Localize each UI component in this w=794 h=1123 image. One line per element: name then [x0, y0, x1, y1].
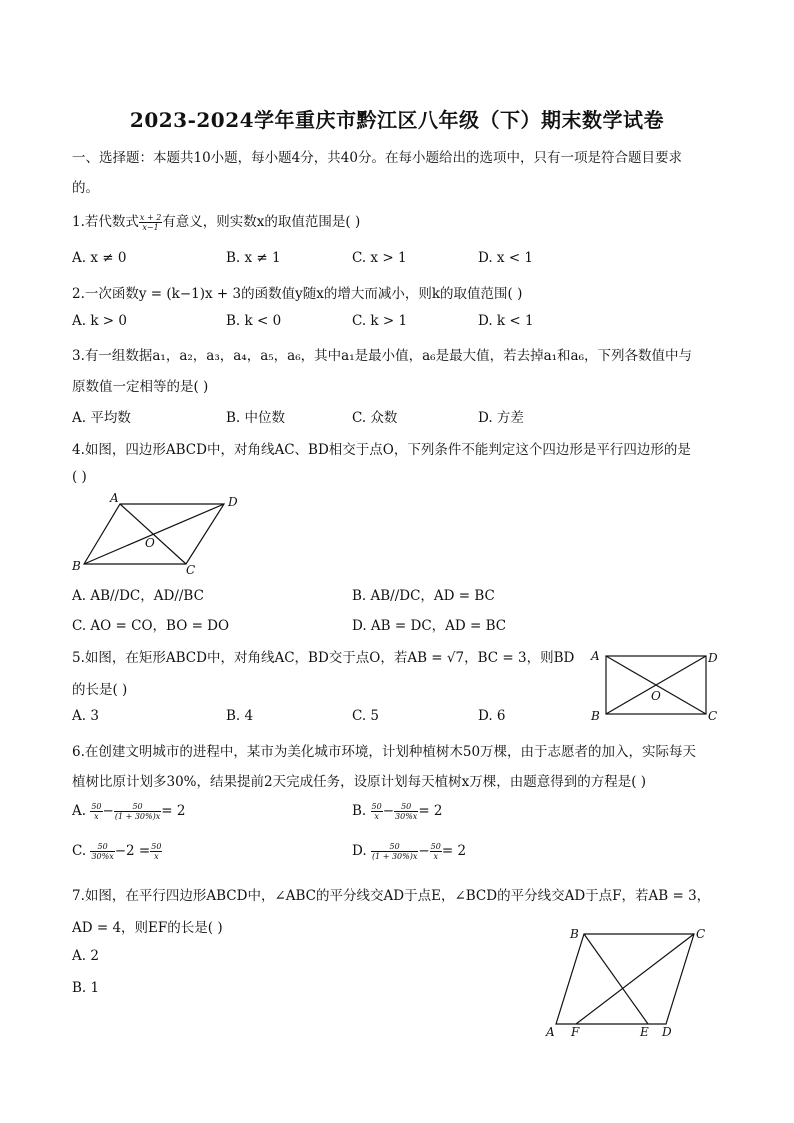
- numerator: 50: [371, 802, 382, 811]
- question-6-option-a[interactable]: [72, 802, 185, 821]
- fraction: [90, 842, 114, 861]
- question-4-stem-line1: 4.如图，四边形ABCD中，对角线AC、BD相交于点O，下列条件不能判定这个四边形是平行四边形的是: [72, 442, 691, 458]
- denominator: 30%x: [91, 852, 114, 861]
- question-4-label-b: B: [72, 559, 81, 573]
- numerator: 50: [430, 842, 441, 851]
- operator: −: [418, 843, 430, 859]
- question-3-option-c[interactable]: C. 众数: [352, 410, 398, 426]
- question-4-figure: [68, 490, 248, 576]
- question-5-stem-line1: 5.如图，在矩形ABCD中，对角线AC，BD交于点O，若AB = √7，BC = 3，则BD: [72, 650, 575, 666]
- section-instructions-line2: 的。: [72, 180, 99, 196]
- fraction: [150, 842, 162, 861]
- question-7-parallelogram: [556, 934, 694, 1024]
- question-7-label-d: D: [662, 1025, 672, 1039]
- question-7-label-e: E: [640, 1025, 649, 1039]
- question-1-option-a[interactable]: A. x ≠ 0: [72, 250, 127, 266]
- question-7-option-b[interactable]: B. 1: [72, 980, 100, 996]
- question-1-fraction: [139, 213, 162, 232]
- fraction: [394, 802, 418, 821]
- question-5-option-a[interactable]: A. 3: [72, 708, 99, 724]
- question-5-option-c[interactable]: C. 5: [352, 708, 380, 724]
- question-3-option-a[interactable]: A. 平均数: [72, 410, 131, 426]
- denominator: x: [433, 852, 439, 861]
- question-5-option-b[interactable]: B. 4: [226, 708, 254, 724]
- question-2-option-c[interactable]: C. k > 1: [352, 313, 408, 329]
- question-5-label-b: B: [591, 709, 600, 723]
- option-label: C.: [72, 843, 87, 859]
- question-6-stem-line1: 6.在创建文明城市的进程中，某市为美化城市环境，计划种植树木50万棵，由于志愿者的加入，实际每天: [72, 744, 697, 760]
- question-5-stem-line2: 的长是( ): [72, 682, 128, 698]
- fraction: [90, 802, 102, 821]
- question-3-option-b[interactable]: B. 中位数: [226, 410, 286, 426]
- option-label: A.: [72, 803, 87, 819]
- numerator: 50: [90, 842, 114, 852]
- question-4-label-a: A: [110, 491, 119, 505]
- question-5-label-c: C: [708, 709, 718, 723]
- section-instructions-line1: 一、选择题：本题共10小题，每小题4分，共40分。在每小题给出的选项中，只有一项是符合题目要求: [72, 150, 682, 166]
- question-1-stem: [72, 210, 360, 232]
- denominator: x: [374, 812, 379, 821]
- question-4-label-d: D: [228, 495, 238, 509]
- question-6-stem-line2: 植树比原计划多30%，结果提前2天完成任务，设原计划每天植树x万棵，由题意得到的方程是( ): [72, 774, 647, 790]
- question-7-label-f: F: [571, 1025, 580, 1039]
- fraction: [371, 842, 418, 861]
- option-label: D.: [352, 843, 367, 859]
- question-7-stem-line2: AD = 4，则EF的长是( ): [72, 920, 223, 936]
- question-6-option-c[interactable]: [72, 842, 162, 861]
- right-hand-side: = 2: [418, 803, 443, 819]
- question-4-stem-line2: ( ): [72, 469, 87, 485]
- question-4-label-o: O: [145, 536, 155, 550]
- question-4-option-c[interactable]: C. AO = CO，BO = DO: [72, 618, 230, 634]
- question-3-stem-line2: 原数值一定相等的是( ): [72, 379, 209, 395]
- question-1-option-d[interactable]: D. x < 1: [478, 250, 534, 266]
- question-7-label-a: A: [546, 1025, 555, 1039]
- question-3-option-d[interactable]: D. 方差: [478, 410, 524, 426]
- fraction: [371, 802, 383, 821]
- question-5-label-o: O: [651, 689, 661, 703]
- numerator: 50: [371, 842, 418, 852]
- question-6-option-d[interactable]: [352, 842, 466, 861]
- question-1-option-b[interactable]: B. x ≠ 1: [226, 250, 281, 266]
- fraction: [114, 802, 161, 821]
- denominator: (1 + 30%)x: [114, 812, 161, 821]
- question-7-label-c: C: [696, 927, 706, 941]
- question-2-option-a[interactable]: A. k > 0: [72, 313, 127, 329]
- question-1-fraction-denominator: x−1: [142, 223, 159, 232]
- question-5-figure: [586, 644, 722, 726]
- numerator: 50: [394, 802, 418, 812]
- numerator: 50: [151, 842, 162, 851]
- denominator: 30%x: [395, 812, 418, 821]
- right-hand-side: = 2: [161, 803, 186, 819]
- question-3-stem-line1: 3.有一组数据a₁，a₂，a₃，a₄，a₅，a₆，其中a₁是最小值，a₆是最大值，若去掉a₁和a₆，下列各数值中与: [72, 348, 692, 364]
- question-7-figure: [540, 922, 720, 1044]
- question-1-option-c[interactable]: C. x > 1: [352, 250, 407, 266]
- numerator: 50: [114, 802, 161, 812]
- question-4-option-a[interactable]: A. AB//DC，AD//BC: [72, 588, 204, 604]
- denominator: x: [154, 852, 159, 861]
- question-6-option-b[interactable]: [352, 802, 443, 821]
- question-4-option-d[interactable]: D. AB = DC，AD = BC: [352, 618, 507, 634]
- operator: −2 =: [114, 843, 151, 859]
- operator: −: [382, 803, 395, 819]
- question-1-suffix: 有意义，则实数x的取值范围是( ): [162, 214, 361, 230]
- question-1-prefix: 1.若代数式: [72, 214, 139, 230]
- question-4-diagonal-bd: [84, 504, 224, 564]
- question-1-fraction-numerator: x + 2: [139, 213, 162, 222]
- question-5-label-a: A: [591, 649, 600, 663]
- right-hand-side: = 2: [441, 843, 467, 859]
- numerator: 50: [91, 802, 102, 811]
- question-4-option-b[interactable]: B. AB//DC，AD = BC: [352, 588, 495, 604]
- question-5-option-d[interactable]: D. 6: [478, 708, 506, 724]
- question-2-option-d[interactable]: D. k < 1: [478, 313, 534, 329]
- fraction: [430, 842, 442, 861]
- denominator: x: [94, 812, 99, 821]
- question-7-label-b: B: [570, 927, 579, 941]
- question-4-label-c: C: [186, 563, 196, 576]
- question-7-stem-line1: 7.如图，在平行四边形ABCD中，∠ABC的平分线交AD于点E，∠BCD的平分线交AD于点F，若AB = 3，: [72, 888, 711, 904]
- question-7-option-a[interactable]: A. 2: [72, 948, 99, 964]
- question-2-option-b[interactable]: B. k < 0: [226, 313, 282, 329]
- question-2-stem: 2.一次函数y = (k−1)x + 3的函数值y随x的增大而减小，则k的取值范围( ): [72, 286, 523, 302]
- operator: −: [102, 803, 114, 819]
- exam-title: 2023-2024学年重庆市黔江区八年级（下）期末数学试卷: [129, 108, 665, 132]
- denominator: (1 + 30%)x: [371, 852, 418, 861]
- option-label: B.: [352, 803, 367, 819]
- question-5-label-d: D: [708, 651, 718, 665]
